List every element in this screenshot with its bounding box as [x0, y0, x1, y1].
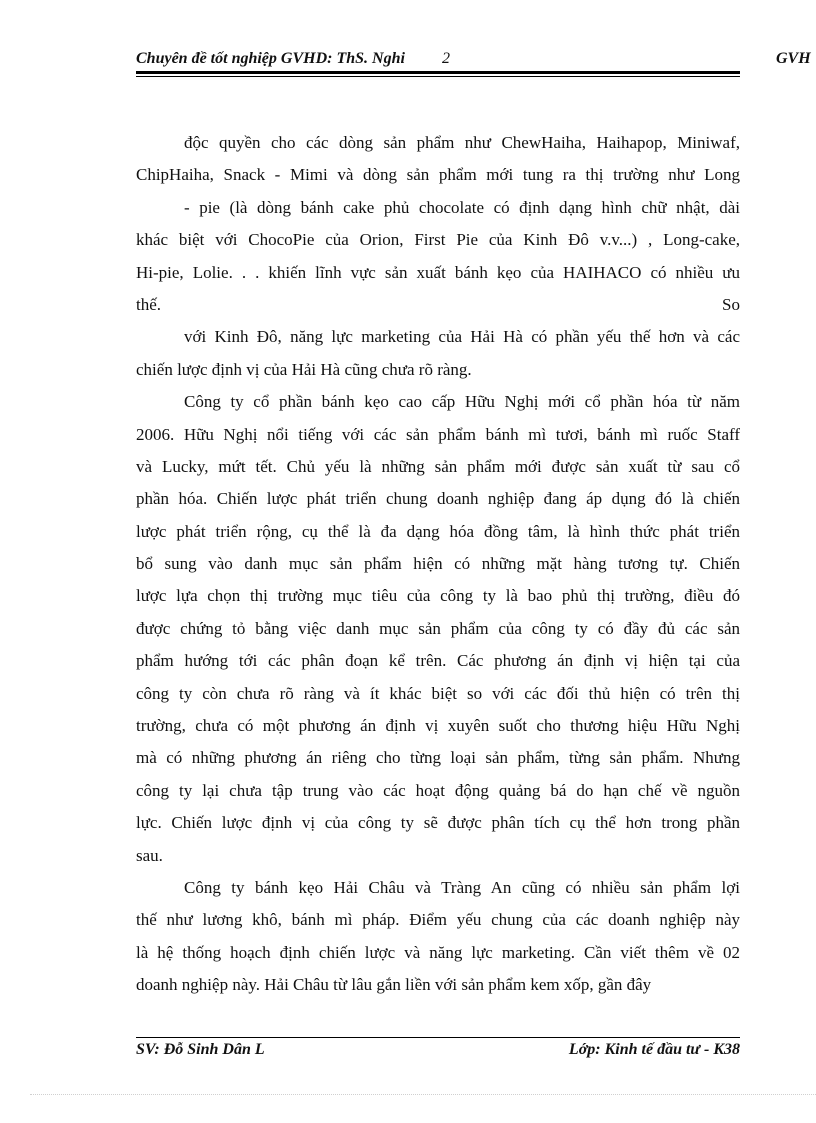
text-line: phần hóa. Chiến lược phát triển chung doanh nghiệp đang áp dụng đó là chiến	[136, 489, 740, 509]
text-line: thế như lương khô, bánh mì pháp. Điểm yếu chung của các doanh nghiệp này	[136, 910, 740, 930]
text-line: Công ty cổ phần bánh kẹo cao cấp Hữu Nghị mới cổ phần hóa từ năm	[184, 392, 740, 412]
text-line: mà có những phương án riêng cho từng loại sản phẩm, từng sản phẩm. Nhưng	[136, 748, 740, 768]
text-line: được chứng tỏ bằng việc danh mục sản phẩm của công ty có đầy đủ các sản	[136, 618, 740, 638]
text-line: - pie (là dòng bánh cake phủ chocolate có định dạng hình chữ nhật, dài	[184, 197, 740, 217]
text-line: Hi-pie, Lolie. . . khiến lĩnh vực sản xuất bánh kẹo của HAIHACO có nhiều ưu	[136, 262, 740, 282]
header-rule-thick	[136, 71, 740, 74]
text-line: với Kinh Đô, năng lực marketing của Hải Hà có phần yếu thế hơn và các	[184, 327, 740, 347]
text-line: Công ty bánh kẹo Hải Châu và Tràng An cũng có nhiều sản phẩm lợi	[184, 877, 740, 897]
page-edge-dotted-line	[30, 1094, 816, 1095]
text-line: và Lucky, mứt tết. Chủ yếu là những sản phẩm mới được sản xuất từ sau cổ	[136, 456, 740, 476]
text-line: lược lựa chọn thị trường mục tiêu của công ty là bao phủ thị trường, điều đó	[136, 586, 740, 606]
text-line: khác biệt với ChocoPie của Orion, First Pie của Kinh Đô v.v...) , Long-cake,	[136, 230, 740, 250]
text-line: công ty còn chưa rõ ràng và ít khác biệt so với các đối thủ hiện có trên thị	[136, 683, 740, 703]
header-rule-thin	[136, 76, 740, 77]
text-line: lực. Chiến lược định vị của công ty sẽ được phân tích cụ thể hơn trong phần	[136, 813, 740, 833]
header-title: Chuyên đề tốt nghiệp GVHD: ThS. Nghi	[136, 50, 405, 67]
text-line: 2006. Hữu Nghị nổi tiếng với các sản phẩm bánh mì tươi, bánh mì ruốc Staff	[136, 424, 740, 444]
page-footer	[136, 1041, 740, 1063]
text-line	[136, 289, 740, 321]
footer-rule	[136, 1037, 740, 1038]
footer-class: Lớp: Kinh tế đầu tư - K38	[568, 1041, 740, 1058]
text-line: là hệ thống hoạch định chiến lược và năng lực marketing. Cần viết thêm về 02	[136, 942, 740, 962]
text-line: lược phát triển rộng, cụ thể là đa dạng hóa đồng tâm, là hình thức phát triển	[136, 521, 740, 541]
text-line: phẩm hướng tới các phân đoạn kể trên. Các phương án định vị hiện tại của	[136, 651, 740, 671]
text-line: chiến lược định vị của Hải Hà cũng chưa rõ ràng.	[136, 359, 472, 379]
text-fragment: thế.	[136, 294, 162, 314]
text-line: độc quyền cho các dòng sản phẩm như ChewHaiha, Haihapop, Miniwaf,	[184, 133, 740, 152]
page-number: 2	[442, 50, 450, 67]
text-line: doanh nghiệp này. Hải Châu từ lâu gắn liền với sản phẩm kem xốp, gần đây	[136, 975, 652, 995]
text-line: sau.	[136, 845, 163, 865]
text-line: ChipHaiha, Snack - Mimi và dòng sản phẩm mới tung ra thị trường như Long	[136, 165, 740, 185]
header-right-fragment: GVH	[776, 50, 811, 67]
footer-student: SV: Đỗ Sinh Dân L	[136, 1041, 265, 1058]
text-fragment: So	[722, 294, 740, 314]
text-line: bổ sung vào danh mục sản phẩm hiện có những mặt hàng tương tự. Chiến	[136, 554, 740, 574]
text-line: công ty lại chưa tập trung vào các hoạt động quảng bá do hạn chế về nguồn	[136, 780, 740, 800]
document-body	[136, 127, 740, 1002]
text-line: trường, chưa có một phương án định vị xuyên suốt cho thương hiệu Hữu Nghị	[136, 716, 740, 736]
